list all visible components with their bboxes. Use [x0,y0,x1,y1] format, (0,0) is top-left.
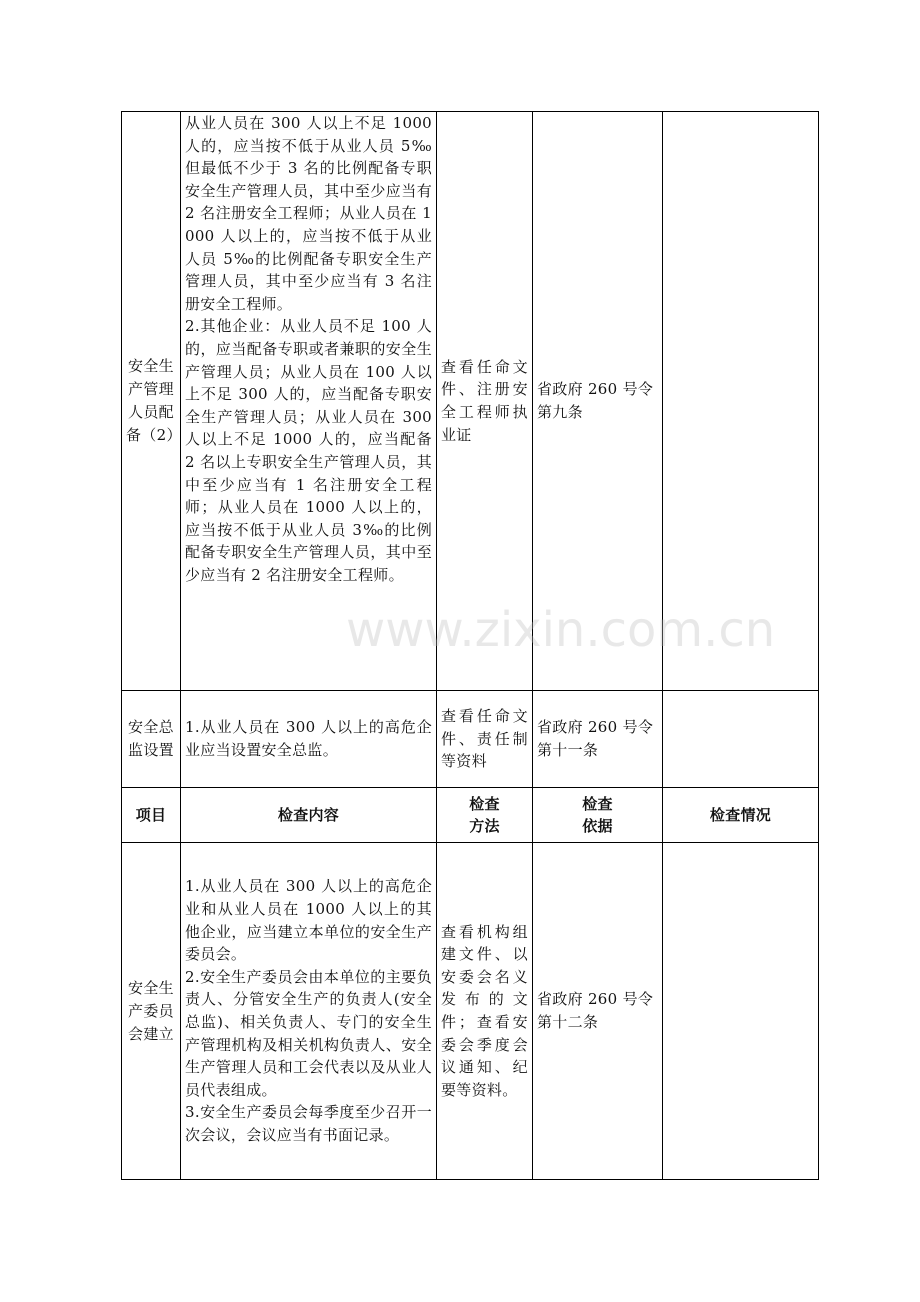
method-cell: 查看任命文件、责任制等资料 [437,691,533,788]
basis-cell: 省政府 260 号令第十一条 [533,691,663,788]
header-item: 项目 [122,788,181,843]
method-cell: 查看机构组建文件、以安委会名义发布的文件；查看安委会季度会议通知、纪要等资料。 [437,843,533,1180]
basis-cell: 省政府 260 号令第九条 [533,112,663,691]
method-cell: 查看任命文件、注册安全工程师执业证 [437,112,533,691]
item-cell: 安全生产委员会建立 [122,843,181,1180]
table-header-row [122,788,819,843]
header-basis: 检查 依据 [533,788,663,843]
item-cell: 安全总监设置 [122,691,181,788]
content-cell [181,112,437,691]
content-cell [181,843,437,1180]
basis-cell: 省政府 260 号令第十二条 [533,843,663,1180]
content-paragraph: 从业人员在 300 人以上不足 1000 人的，应当按不低于从业人员 5‰但最低不少于 3 名的比例配备专职安全生产管理人员，其中至少应当有 2 名注册安全工程师；从业人员在 1000 人以上的，应当按不低于从业人员 5‰的比例配备专职安全生产管理人员，其中至少应当有 3 名注册安全工程师。 2.其他企业：从业人员不足 100 人的，应当配备专职或者兼职的安全生产管理人员；从业人员在 100 人以上不足 300 人的，应当配备专职安全生产管理人员；从业人员在 300 人以上不足 1000 人的，应当配备 2 名以上专职安全生产管理人员，其中至少应当有 1 名注册安全工程师；从业人员在 1000 人以上的，应当按不低于从业人员 3‰的比例配备专职安全生产管理人员，其中至少应当有 2 名注册安全工程师。 [185,114,432,584]
safety-inspection-table [121,111,819,1180]
status-cell [663,843,819,1180]
header-content: 检查内容 [181,788,437,843]
table-row [122,691,819,788]
table-row [122,112,819,691]
content-cell: 1.从业人员在 300 人以上的高危企业应当设置安全总监。 [181,691,437,788]
header-method: 检查 方法 [437,788,533,843]
header-status: 检查情况 [663,788,819,843]
status-cell [663,691,819,788]
content-paragraph: 1.从业人员在 300 人以上的高危企业和从业人员在 1000 人以上的其他企业，应当建立本单位的安全生产委员会。 2.安全生产委员会由本单位的主要负责人、分管安全生产的负责人(安全总监)、相关负责人、专门的安全生产管理机构及相关机构负责人、安全生产管理人员和工会代表以及从业人员代表组成。 3.安全生产委员会每季度至少召开一次会议，会议应当有书面记录。 [185,877,432,1144]
table-row [122,843,819,1180]
item-cell: 安全生产管理人员配备（2） [122,112,181,691]
status-cell [663,112,819,691]
watermark-text: www.zixin.com.cn [346,602,776,658]
